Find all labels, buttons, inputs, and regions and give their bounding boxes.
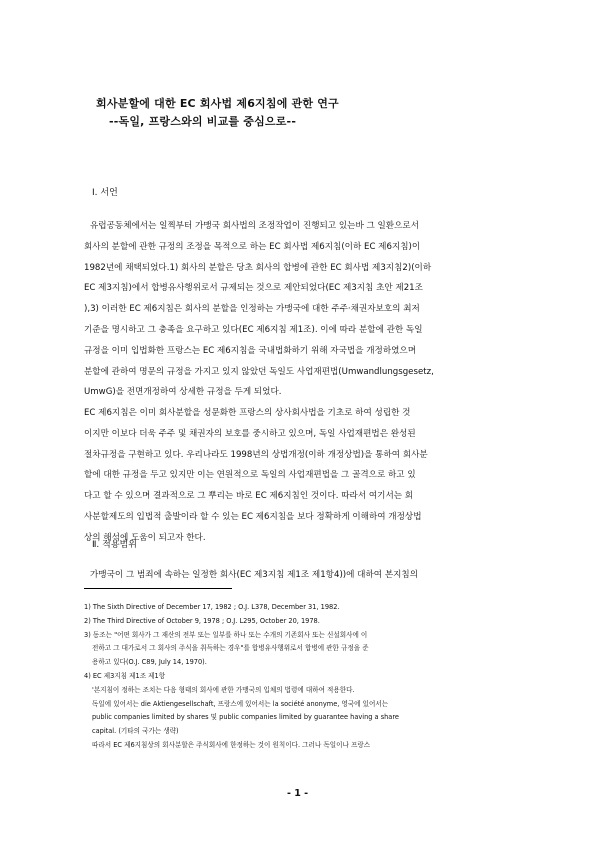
footnote-line: 1) The Sixth Directive of December 17, 1982 ; O.J. L378, December 31, 1982. <box>84 603 340 611</box>
footnote-line: 4) EC 제3지침 제1조 제1항 <box>84 671 166 680</box>
paragraph-scope <box>84 565 514 586</box>
footnote-line: 용하고 있다(O.J. C89, July 14, 1970). <box>92 658 207 667</box>
footnote-divider <box>84 588 232 589</box>
document-title: 회사분할에 대한 EC 회사법 제6지침에 관한 연구 <box>96 97 339 110</box>
footnotes <box>84 601 524 753</box>
footnote-line: 따라서 EC 제6지침상의 회사분할은 주식회사에 한정하는 것이 원칙이다. 그러나 독일이나 프랑스 <box>92 740 371 749</box>
text-line: 회사의 분할에 관한 규정의 조정을 목적으로 하는 EC 회사법 제6지침(이하 EC 제6지침)이 <box>84 241 421 252</box>
footnote-line: '본지침이 정하는 조치는 다음 형태의 회사에 관한 가맹국의 입체의 법령에 대하여 적용한다. <box>92 685 355 694</box>
text-line: 할에 대한 규정을 두고 있지만 이는 연원적으로 독일의 사업재편법을 그 골격으로 하고 있 <box>84 470 416 481</box>
text-line: 분할에 관하여 명문의 규정을 가지고 있지 않았던 독일도 사업재편법(Umwandlungsgesetz, <box>84 366 434 377</box>
footnote-line: 2) The Third Directive of October 9, 1978 ; O.J. L295, October 20, 1978. <box>84 616 320 625</box>
text-line: EC 제3지침)에서 합병유사행위로서 규제되는 것으로 제안되었다(EC 제3지침 초안 제21조 <box>84 283 423 294</box>
text-line: ),3) 이러한 EC 제6지침은 회사의 분할을 인정하는 가맹국에 대한 주주·채권자보호의 최저 <box>84 304 420 315</box>
paragraph-scope-background <box>84 403 514 549</box>
footnote-line: 전하고 그 대가로서 그 회사의 주식을 취득하는 경우"를 합병유사행위로서 합병에 관한 규정을 준 <box>92 644 369 653</box>
text-line: 절차규정을 구현하고 있다. 우리나라도 1998년의 상법개정(이하 개정상법)을 통하여 회사분 <box>84 449 428 460</box>
text-line: 이지만 이보다 더욱 주주 및 채권자의 보호를 중시하고 있으며, 독일 사업재편법은 완성된 <box>84 428 416 439</box>
document-subtitle: --독일, 프랑스와의 비교를 중심으로-- <box>109 115 297 128</box>
section-heading-introduction: Ⅰ. 서언 <box>92 188 118 198</box>
text-line: 다고 할 수 있으며 결과적으로 그 뿌리는 바로 EC 제6지침인 것이다. 따라서 여기서는 회 <box>84 491 414 502</box>
text-line: 사분할제도의 입법적 출발이라 할 수 있는 EC 제6지침을 보다 정확하게 이해하여 개정상법 <box>84 511 422 522</box>
paragraph-introduction <box>84 216 514 403</box>
text-line: 1982년에 채택되었다.1) 회사의 분할은 당초 회사의 합병에 관한 EC 회사법 제3지침2)(이하 <box>84 262 432 273</box>
text-line: 가맹국이 그 범죄에 속하는 일정한 회사(EC 제3지침 제1조 제1항4))에 대하여 본지침의 <box>90 570 419 580</box>
text-line: 유럽공동체에서는 일찍부터 가맹국 회사법의 조정작업이 진행되고 있는바 그 일환으로서 <box>90 221 420 231</box>
footnote-line: capital. (기타의 국가는 생략) <box>92 727 179 736</box>
footnote-line: public companies limited by shares 및 public companies limited by guarantee having a share <box>92 713 399 722</box>
text-line: 상의 해석에 도움이 되고자 한다. <box>84 532 206 543</box>
footnote-line: 3) 동조는 "어떤 회사가 그 재산의 전부 또는 일부를 하나 또는 수개의 기존회사 또는 신설회사에 이 <box>84 630 368 639</box>
text-line: EC 제6지침은 이미 회사분할을 성문화한 프랑스의 상사회사법을 기초로 하여 성립한 것 <box>84 408 411 418</box>
text-line: 규정을 이미 입법화한 프랑스는 EC 제6지침을 국내법화하기 위해 자국법을 개정하였으며 <box>84 345 417 356</box>
footnote-line: 독일에 있어서는 die Aktiengesellschaft, 프랑스에 있어서는 la société anonyme, 영국에 있어서는 <box>92 699 389 708</box>
section-heading-scope: Ⅱ. 적용범위 <box>92 540 137 550</box>
text-line: UmwG)을 전면개정하여 상세한 규정을 두게 되었다. <box>84 387 282 398</box>
text-line: 기준을 명시하고 그 충족을 요구하고 있다(EC 제6지침 제1조). 이에 따라 분할에 관한 독일 <box>84 324 423 335</box>
page-number: - 1 - <box>286 788 309 799</box>
